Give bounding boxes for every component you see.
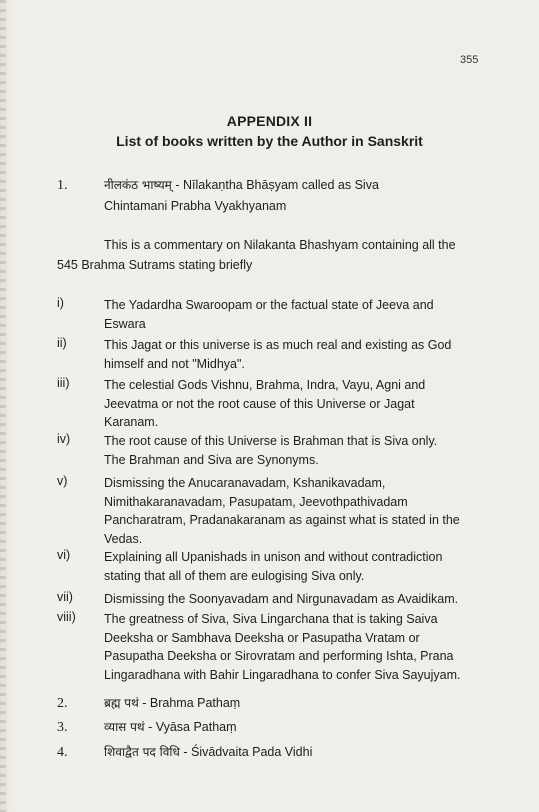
- point-text-line: Explaining all Upanishads in unison and without contradiction: [104, 550, 443, 564]
- point-text-line: himself and not "Midhya".: [104, 356, 245, 371]
- point-label: iii): [57, 376, 70, 390]
- point-text-line: Eswara: [104, 316, 146, 331]
- point-text-line: Lingaradhana with Bahir Lingaradhana to confer Siva Sayujyam.: [104, 667, 461, 682]
- book-number-4: 4.: [57, 745, 68, 760]
- point-text-line: The Brahman and Siva are Synonyms.: [104, 452, 319, 467]
- book-title-1-devanagari: नीलकंठ भाष्यम्: [104, 178, 172, 192]
- book-title-4-transliteration: - Śivādvaita Pada Vidhi: [179, 745, 313, 759]
- book-1-description-line1: This is a commentary on Nilakanta Bhashyam containing all the: [104, 238, 456, 252]
- point-text-line: Deeksha or Sambhava Deeksha or Pasupatha Vratam or: [104, 630, 420, 645]
- point-label: iv): [57, 432, 71, 446]
- point-text-line: The Yadardha Swaroopam or the factual state of Jeeva and: [104, 298, 434, 312]
- page-number: 355: [460, 54, 479, 66]
- point-text-line: The greatness of Siva, Siva Lingarchana that is taking Saiva: [104, 612, 438, 626]
- point-label: vi): [57, 548, 71, 562]
- point-text-line: Nimithakaranavadam, Pasupatam, Jeevothpathivadam: [104, 494, 408, 509]
- point-text-line: Pancharatram, Pradanakaranam as against what is stated in the: [104, 513, 460, 527]
- book-title-2-transliteration: - Brahma Pathaṃ: [138, 696, 241, 710]
- book-title-4-devanagari: शिवाद्वैत पद विधि: [104, 745, 180, 759]
- point-label: ii): [57, 336, 67, 350]
- book-title-4: [104, 743, 312, 761]
- book-title-2: [104, 694, 240, 712]
- point-text-line: Pasupatha Deeksha or Sirovratam and performing Ishta, Prana: [104, 649, 454, 663]
- point-text-line: stating that all of them are eulogising Siva only.: [104, 568, 365, 583]
- point-text-line: This Jagat or this universe is as much real and existing as God: [104, 338, 452, 352]
- point-label: v): [57, 474, 68, 488]
- book-number-1: 1.: [57, 178, 68, 193]
- point-label: viii): [57, 610, 76, 624]
- point-text-line: The root cause of this Universe is Brahman that is Siva only.: [104, 434, 438, 448]
- point-label: i): [57, 296, 64, 310]
- book-title-1-transliteration: - Nīlakaṇtha Bhāṣyam called as Siva: [171, 178, 379, 192]
- book-number-2: 2.: [57, 696, 68, 711]
- book-title-3-transliteration: - Vyāsa Pathaṃ: [144, 720, 237, 734]
- book-title-1-line2: Chintamani Prabha Vyakhyanam: [104, 199, 287, 213]
- appendix-subheading: List of books written by the Author in Sanskrit: [116, 133, 423, 149]
- book-title-3: [104, 718, 237, 736]
- point-text-line: Vedas.: [104, 531, 143, 546]
- point-text-line: The celestial Gods Vishnu, Brahma, Indra, Vayu, Agni and: [104, 378, 426, 392]
- book-title-2-devanagari: ब्रह्म पथं: [104, 696, 139, 710]
- point-text-line: Dismissing the Anucaranavadam, Kshanikavadam,: [104, 476, 386, 490]
- book-number-3: 3.: [57, 720, 68, 735]
- point-text-line: Dismissing the Soonyavadam and Nirgunavadam as Avaidikam.: [104, 592, 459, 606]
- book-title-1: [104, 176, 379, 194]
- point-text-line: Jeevatma or not the root cause of this Universe or Jagat: [104, 396, 415, 411]
- point-text-line: Karanam.: [104, 415, 159, 429]
- book-1-description-line2: 545 Brahma Sutrams stating briefly: [57, 258, 253, 272]
- appendix-heading: APPENDIX II: [226, 113, 313, 129]
- book-title-3-devanagari: व्यास पथं: [104, 720, 145, 734]
- point-label: vii): [57, 590, 73, 604]
